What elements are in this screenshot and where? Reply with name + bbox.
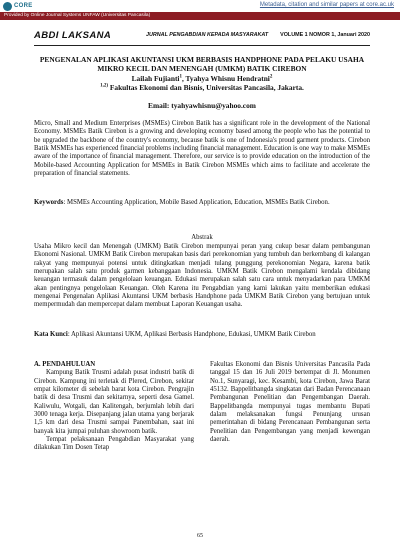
core-provided-text: Provided by Online Journal Systems UNFAW (Universitas Pancasila): [4, 13, 151, 18]
core-banner: [0, 0, 400, 12]
section-heading: A. PENDAHULUAN: [34, 361, 96, 368]
left-paragraph-1: Kampung Batik Trusmi adalah pusat industri batik di Cirebon. Kampung ini terletak di Plered, Cirebon, sekitar empat kilometer di sebelah barat kota Cirebon. Pengrajin batik di desa Trusmi dan sekitarnya, seperti desa Gamel. Kaliwulu, Wotgali, dan Kalitengah, berjumlah lebih dari 3000 tenaga kerja. Disepanjang jalan utama yang berjarak 1,5 km dari desa Trusmi sampai Panembahan, saat ini banyak kita jumpai puluhan showroom batik.: [34, 369, 194, 435]
keywords-indonesian: [34, 331, 370, 339]
affiliation-text: Fakultas Ekonomi dan Bisnis, Universitas Pancasila, Jakarta.: [108, 83, 304, 92]
left-paragraph-2: Tempat pelaksanaan Pengabdian Masyarakat yang dilakukan Tim Dosen Tetap: [34, 436, 194, 452]
header-rule: [34, 45, 370, 46]
author-1: Lailah Fujianti: [131, 74, 180, 83]
paper-affiliation: [34, 83, 370, 92]
page-number: 65: [197, 533, 203, 539]
author-2-sup: 2: [269, 74, 273, 80]
keywords-english-label: Keywords: [34, 199, 64, 206]
abstract-indonesian: Usaha Mikro kecil dan Menengah (UMKM) Batik Cirebon mempunyai peran yang cukup besar dalam pembangunan Ekonomi Nasional. UMKM Batik Cirebon merupakan basis dari perekonomian yang tumbuh dan berkembang di kalangan rakyat yang mempunyai potensi untuk ditingkatkan menjadi tulang punggung perekonomian Negara, karena batik merupakan salah satu produk garmen kebanggaan Indonesia. UMKM Batik Cirebon mengalami kendala dibidang keuangan termasuk dalam pengelolaan keuangan. Edukasi merupakan salah satu cara untuk menyadarkan para UMKM akan pentingnya pengelolaan Keuangan. Oleh Karena itu Pengabdian yang kami lakukan yaitu memberikan edukasi mengenai Pengenalan Aplikasi Akuntansi UKM berbasis Handphone pada UMKM Batik Cirebon yang bertujuan untuk mempermudah dan mempercepat dalam membuat Laporan Keuangan usaha.: [34, 243, 370, 309]
journal-header: [34, 28, 370, 44]
journal-volume: VOLUME 1 NOMOR 1, Januari 2020: [280, 32, 370, 38]
journal-name: ABDI LAKSANA: [34, 30, 112, 41]
journal-subtitle: JURNAL PENGABDIAN KEPADA MASYARAKAT: [146, 32, 269, 38]
keywords-english-text: : MSMEs Accounting Application, Mobile Based Application, Education, MSMEs Batik Cirebon.: [63, 199, 330, 206]
core-logo-icon: [3, 2, 12, 11]
body-column-left: [34, 361, 194, 453]
affiliation-sup: 1,2): [100, 83, 109, 89]
abstract-english: Micro, Small and Medium Enterprises (MSMEs) Cirebon Batik has a significant role in the development of the National Economy. MSMEs Batik Cirebon is a growing and developing economy based among the people who has the potential to be upgraded the backbone of the country's economy, because batik is one of Indonesia's proud garment products. Cirebon Batik MSMEs has experienced financial problems including financial management. Education is one way to make MSMEs aware of the importance of financial management. Therefore, our service is to provide education on the introduction of the Mobile-based Accounting Application for MSMEs in Batik Cirebon MSMEs which aims to facilitate and accelerate the preparation of financial statements.: [34, 120, 370, 178]
paper-authors: [34, 74, 370, 83]
abstrak-heading: Abstrak: [191, 234, 213, 241]
core-metadata-link[interactable]: Metadata, citation and similar papers at core.ac.uk: [259, 2, 394, 8]
right-paragraph-1: Fakultas Ekonomi dan Bisnis Universitas Pancasila Pada tanggal 15 dan 16 Juli 2019 bertempat di Jl. Monumen No.1, Sunyaragi, kec. Kesambi, kota Cirebon, Jawa Barat 45132. Bappelitbangda singkatan dari Badan Perencanaan Pembangunan Penelitian dan Pengembangan Daerah. Bappelitbangda mempunyai tugas membantu Bupati dalam melaksanakan fungsi Penunjang urusan pemerintahan di bidang Perencanaan Pembangunan serta Penelitian dan Pengembangan yang menjadi kewengan daerah.: [210, 361, 370, 444]
core-logo[interactable]: [3, 1, 33, 11]
body-column-right: [210, 361, 370, 444]
keywords-english: [34, 199, 370, 207]
author-2: , Tyahya Whisnu Hendratni: [181, 74, 270, 83]
keywords-indonesian-text: : Aplikasi Akuntansi UKM, Aplikasi Berbasis Handphone, Edukasi, UMKM Batik Cirebon: [67, 331, 316, 338]
author-1-sup: 1: [179, 74, 182, 80]
core-logo-text: CORE: [14, 3, 33, 9]
author-email: Email: tyahyawhisnu@yahoo.com: [148, 101, 256, 110]
paper-title: PENGENALAN APLIKASI AKUNTANSI UKM BERBASIS HANDPHONE PADA PELAKU USAHA MIKRO KECIL DAN MENENGAH (UMKM) BATIK CIREBON: [39, 55, 365, 73]
keywords-indonesian-label: Kata Kunci: [34, 331, 68, 338]
